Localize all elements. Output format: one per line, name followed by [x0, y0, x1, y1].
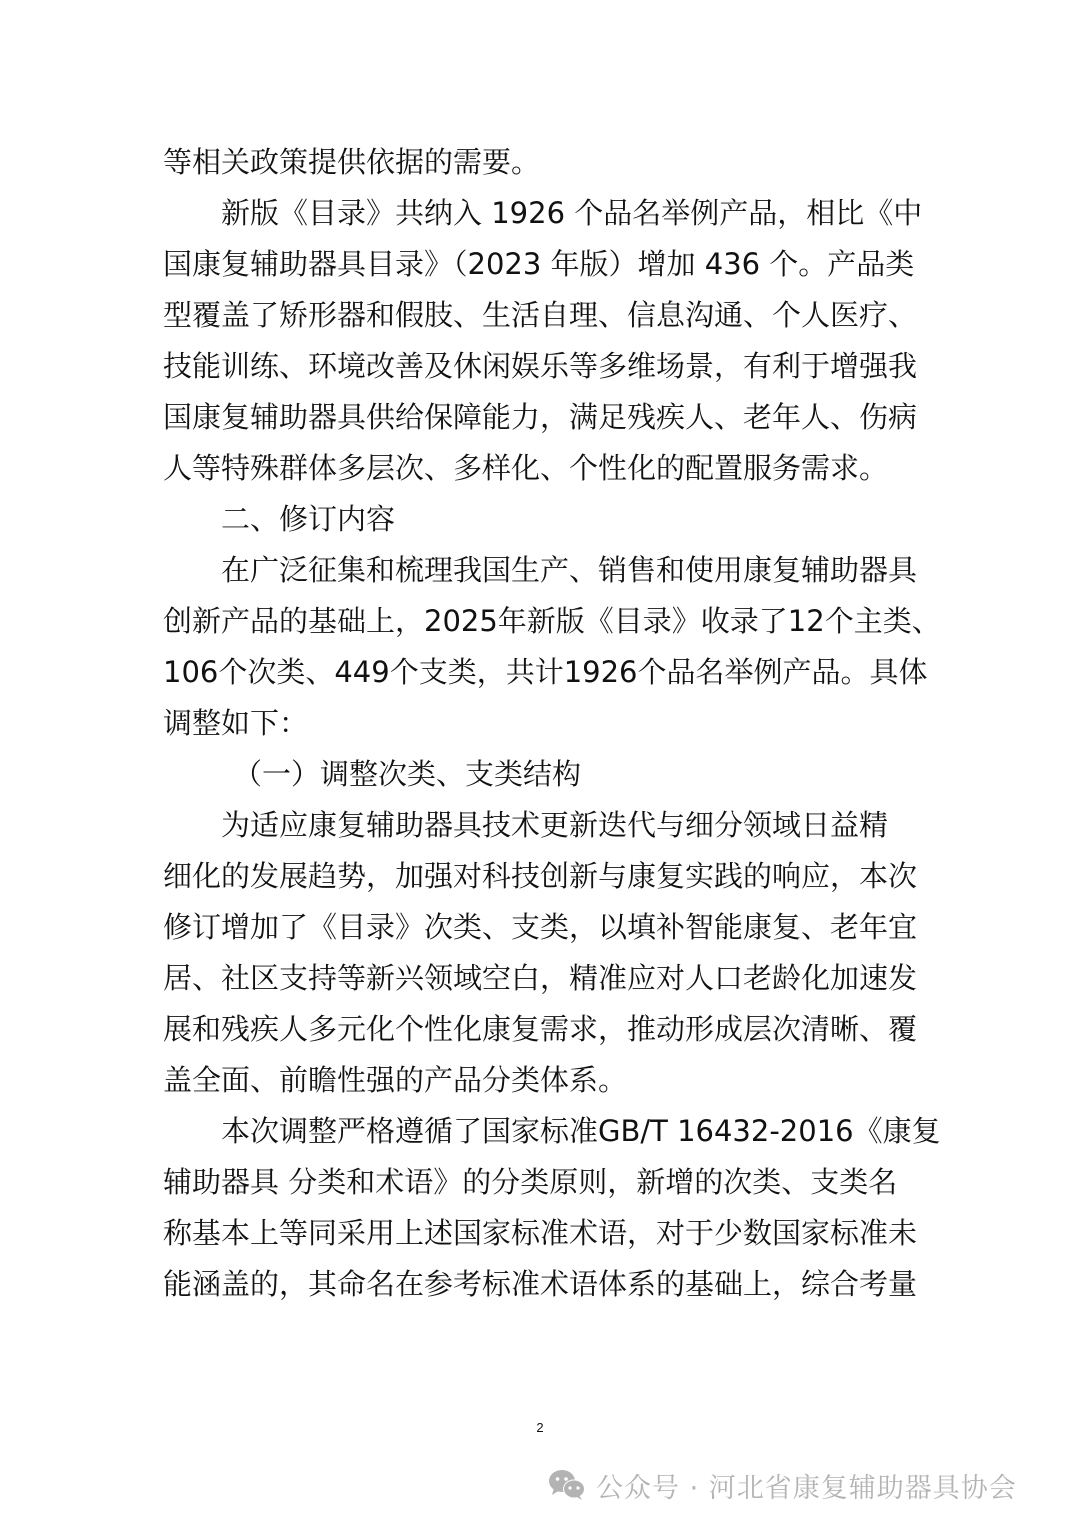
- paragraph-line: [163, 392, 919, 443]
- watermark-text: 公众号 · 河北省康复辅助器具协会: [596, 1472, 1017, 1504]
- paragraph-line: [163, 698, 919, 749]
- paragraph-line: [163, 188, 923, 239]
- section-heading: [163, 494, 919, 545]
- text-line: 国康复辅助器具目录》（2023 年版）增加 436 个。产品类: [163, 247, 915, 281]
- paragraph-line: [163, 596, 941, 647]
- text-line: 修订增加了《目录》次类、支类，以填补智能康复、老年宜: [163, 910, 918, 944]
- paragraph-line: [163, 1259, 919, 1310]
- paragraph-line: [163, 1106, 941, 1157]
- paragraph-line: [163, 800, 919, 851]
- paragraph-line: [163, 1004, 919, 1055]
- text-line: 等相关政策提供依据的需要。: [163, 145, 541, 179]
- text-line: 调整如下：: [163, 706, 309, 740]
- page-number: 2: [536, 1420, 544, 1435]
- paragraph-line: [163, 545, 919, 596]
- text-line: 106个次类、449个支类，共计1926个品名举例产品。具体: [163, 655, 928, 689]
- paragraph-line: [163, 443, 919, 494]
- text-line: 展和残疾人多元化个性化康复需求，推动形成层次清晰、覆: [163, 1012, 918, 1046]
- subheading-text: （一）调整次类、支类结构: [233, 757, 582, 791]
- paragraph-line: [163, 647, 928, 698]
- heading-text: 二、修订内容: [221, 502, 396, 536]
- text-line: 居、社区支持等新兴领域空白，精准应对人口老龄化加速发: [163, 961, 918, 995]
- text-line: 本次调整严格遵循了国家标准GB/T 16432-2016《康复: [221, 1114, 941, 1148]
- text-line: 国康复辅助器具供给保障能力，满足残疾人、老年人、伤病: [163, 400, 918, 434]
- paragraph-line: [163, 1157, 919, 1208]
- subsection-heading: [163, 749, 919, 800]
- paragraph-line: [163, 953, 919, 1004]
- paragraph-line: [163, 137, 919, 188]
- paragraph-line: [163, 290, 919, 341]
- paragraph-line: [163, 851, 919, 902]
- paragraph-line: [163, 341, 919, 392]
- text-line: 型覆盖了矫形器和假肢、生活自理、信息沟通、个人医疗、: [163, 298, 918, 332]
- text-line: 能涵盖的，其命名在参考标准术语体系的基础上，综合考量: [163, 1267, 918, 1301]
- text-line: 辅助器具 分类和术语》的分类原则，新增的次类、支类名: [163, 1165, 898, 1199]
- wechat-account-watermark: [548, 1463, 1017, 1507]
- paragraph-line: [163, 1208, 919, 1259]
- text-line: 新版《目录》共纳入 1926 个品名举例产品，相比《中: [221, 196, 923, 230]
- text-line: 盖全面、前瞻性强的产品分类体系。: [163, 1063, 628, 1097]
- text-line: 创新产品的基础上，2025年新版《目录》收录了12个主类、: [163, 604, 941, 638]
- text-line: 称基本上等同采用上述国家标准术语，对于少数国家标准未: [163, 1216, 918, 1250]
- document-body: [163, 137, 941, 1310]
- paragraph-line: [163, 902, 919, 953]
- text-line: 在广泛征集和梳理我国生产、销售和使用康复辅助器具: [221, 553, 918, 587]
- wechat-icon: [548, 1469, 586, 1501]
- text-line: 技能训练、环境改善及休闲娱乐等多维场景，有利于增强我: [163, 349, 918, 383]
- text-line: 人等特殊群体多层次、多样化、个性化的配置服务需求。: [163, 451, 889, 485]
- paragraph-line: [163, 239, 919, 290]
- text-line: 细化的发展趋势，加强对科技创新与康复实践的响应，本次: [163, 859, 918, 893]
- paragraph-line: [163, 1055, 919, 1106]
- text-line: 为适应康复辅助器具技术更新迭代与细分领域日益精: [221, 808, 889, 842]
